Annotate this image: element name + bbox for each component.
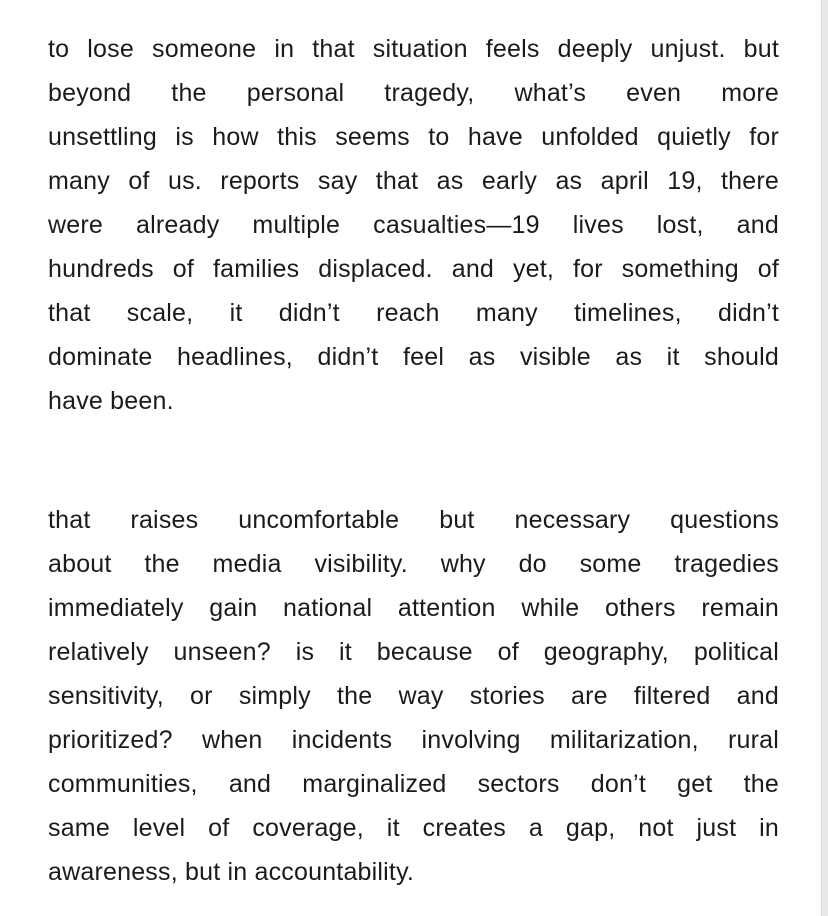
paragraph-line: that scale, it didn’t reach many timelines, didn’t [48, 299, 779, 327]
paragraph-line: relatively unseen? is it because of geography, political [48, 638, 779, 666]
paragraph-line: immediately gain national attention while others remain [48, 594, 779, 622]
paragraph-line: dominate headlines, didn’t feel as visible as it should [48, 343, 779, 371]
paragraph-line: awareness, but in accountability. [48, 858, 415, 886]
paragraph-line: communities, and marginalized sectors don’t get the [48, 770, 779, 798]
paragraph-line: sensitivity, or simply the way stories are filtered and [48, 682, 779, 710]
paragraph-1 [48, 27, 779, 423]
paragraph-line: about the media visibility. why do some tragedies [48, 550, 779, 578]
paragraph-line: were already multiple casualties—19 lives lost, and [48, 211, 779, 239]
paragraph-line: that raises uncomfortable but necessary questions [48, 506, 779, 534]
paragraph-2 [48, 498, 779, 894]
paragraph-line: have been. [48, 387, 174, 415]
paragraph-line: many of us. reports say that as early as april 19, there [48, 167, 779, 195]
paragraph-line: to lose someone in that situation feels deeply unjust. but [48, 35, 779, 63]
paragraph-line: same level of coverage, it creates a gap, not just in [48, 814, 779, 842]
paragraph-line: beyond the personal tragedy, what’s even more [48, 79, 779, 107]
paragraph-line: hundreds of families displaced. and yet, for something of [48, 255, 779, 283]
paragraph-line: unsettling is how this seems to have unfolded quietly for [48, 123, 779, 151]
paragraph-line: prioritized? when incidents involving militarization, rural [48, 726, 779, 754]
page-edge [821, 0, 828, 916]
